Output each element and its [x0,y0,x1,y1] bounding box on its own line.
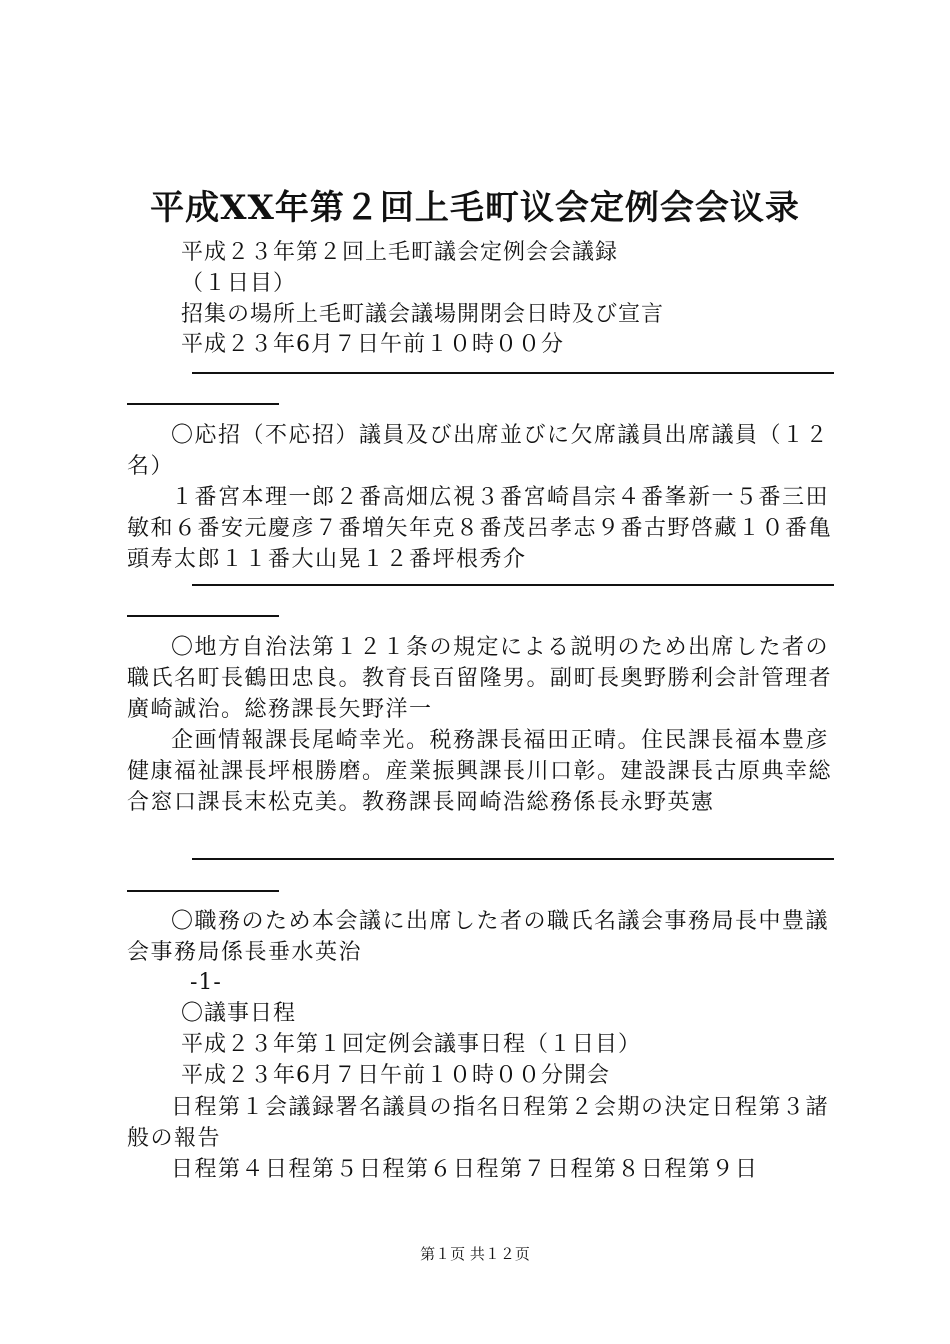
attendance-heading: 〇応招（不応招）議員及び出席並びに欠席議員出席議員（１２名） [127,423,830,479]
divider-rule [127,890,279,892]
divider-rule [192,372,834,374]
page-marker: -1- [190,970,222,995]
header-line: 招集の場所上毛町議会議場開閉会日時及び宣言 [181,302,665,327]
agenda-paragraph: 日程第４日程第５日程第６日程第７日程第８日程第９日 [171,1157,759,1182]
agenda-paragraph: 日程第１会議録署名議員の指名日程第２会期の決定日程第３諸般の報告 [127,1095,830,1151]
explainers-paragraph: 〇地方自治法第１２１条の規定による説明のため出席した者の職氏名町長鶴田忠良。教育長百留隆男。副町長奥野勝利会計管理者廣崎誠治。総務課長矢野洋一 [127,635,833,722]
divider-rule [192,584,834,586]
divider-rule [127,403,279,405]
staff-paragraph: 〇職務のため本会議に出席した者の職氏名議会事務局長中豊議会事務局係長垂水英治 [127,909,830,965]
divider-rule [192,858,834,860]
page-title: 平成XX年第２回上毛町议会定例会会议录 [150,188,800,228]
agenda-heading: 〇議事日程 [181,1001,297,1026]
header-line: 平成２３年6月７日午前１０時００分 [181,332,564,357]
page-footer: 第１页 共１２页 [420,1245,530,1263]
agenda-line: 平成２３年6月７日午前１０時００分開会 [181,1063,610,1088]
header-line: （１日目） [181,271,297,296]
divider-rule [127,615,279,617]
header-line: 平成２３年第２回上毛町議会定例会会議録 [181,240,619,265]
explainers-paragraph: 企画情報課長尾崎幸光。税務課長福田正晴。住民課長福本豊彦健康福祉課長坪根勝磨。産業振興課長川口彰。建設課長古原典幸総合窓口課長末松克美。教務課長岡崎浩総務係長永野英憲 [127,728,833,815]
attendance-members: １番宮本理一郎２番高畑広視３番宮崎昌宗４番峯新一５番三田敏和６番安元慶彦７番増矢年克８番茂呂孝志９番古野啓藏１０番亀頭寿太郎１１番大山晃１２番坪根秀介 [127,485,833,572]
agenda-line: 平成２３年第１回定例会議事日程（１日目） [181,1032,642,1057]
